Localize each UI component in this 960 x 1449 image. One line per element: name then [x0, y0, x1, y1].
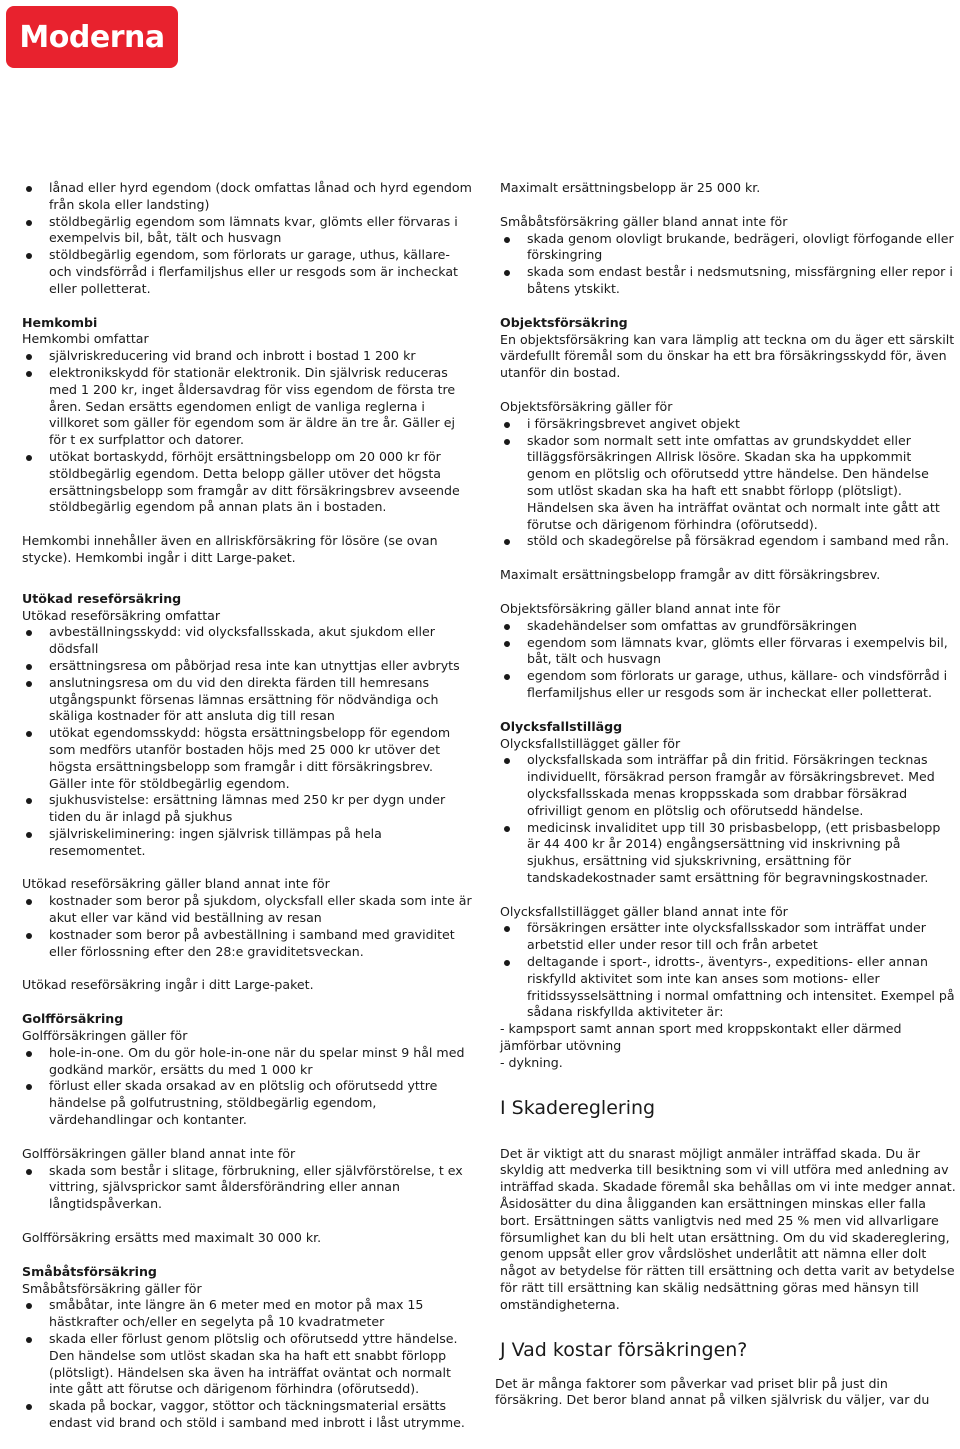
- olycksfall-bullet-list: [500, 752, 956, 886]
- rese-subheading: Utökad reseförsäkring omfattar: [22, 607, 221, 623]
- objekt-intro: En objektsförsäkring kan vara lämplig att teckna om du äger ett särskilt värdefullt föremål som du önskar ha ett bra försäkringsskydd för, även utanför din bostad.: [500, 331, 955, 381]
- list-item: anslutningsresa om du vid den direkta färden till hemresans utgångspunkt försenas lämnas ersättning för nödvändiga och skäliga kostnader för att ansluta dig till resan: [22, 675, 472, 725]
- boat-subheading: Småbåtsförsäkring gäller för: [22, 1280, 202, 1296]
- list-item: utökat egendomsskydd: högsta ersättningsbelopp för egendom som medförs utanför bostaden höjs med 25 000 kr utöver det högsta ersättningsbelopp som framgår i ditt försäkringsbrev. Gäller inte för stöldbegärlig egendom.: [22, 725, 472, 792]
- rese-note-text: Utökad reseförsäkring ingår i ditt Large-paket.: [22, 977, 314, 993]
- golf-section: [22, 1011, 472, 1129]
- intro-exclusions: [22, 180, 472, 298]
- intro-bullet-list: [22, 180, 472, 298]
- objekt-exclusions: [500, 601, 956, 702]
- objekt-max-text: Maximalt ersättningsbelopp framgår av ditt försäkringsbrev.: [500, 567, 881, 583]
- kostar-title: J Vad kostar försäkringen?: [500, 1338, 748, 1361]
- list-item: hole-in-one. Om du gör hole-in-one när du spelar minst 9 hål med godkänd markör, ersätts du med 1 000 kr: [22, 1045, 472, 1079]
- skadereglering-title: I Skadereglering: [500, 1096, 656, 1119]
- hemkombi-note: [22, 533, 472, 567]
- list-item: egendom som lämnats kvar, glömts eller förvaras i exempelvis bil, båt, tält och husvagn: [500, 635, 956, 669]
- list-item: självriskreducering vid brand och inbrott i bostad 1 200 kr: [22, 348, 472, 365]
- list-item: deltagande i sport-, idrotts-, äventyrs-, expeditions- eller annan riskfylld aktivitet som inte kan anses som motions- eller fritidssysselsättning i normal omfattning och intensitet. Exempel på sådana riskfyllda aktiviteter är:: [500, 954, 956, 1021]
- objekt-heading: Objektsförsäkring: [500, 314, 628, 330]
- list-item: stöldbegärlig egendom som lämnats kvar, glömts eller förvaras i exempelvis bil, båt, tält och husvagn: [22, 214, 472, 248]
- golf-heading: Golfförsäkring: [22, 1011, 124, 1027]
- objekt-bullet-list: [500, 416, 956, 550]
- olycksfall-extra-2: - dykning.: [500, 1054, 563, 1070]
- skadereglering-text: Det är viktigt att du snarast möjligt anmäler inträffad skada. Du är skyldig att medverka till besiktning som vi vill utföra med anledning av inträffad skada. Skadade föremål ska behållas om vi inte medger annat. Åsidosätter du dina åligganden kan ersättningen minskas eller falla bort. Ersättningen sätts vanligtvis ned med 25 % men vid allvarligare försumlighet kan du bli helt utan ersättning. Om du vid skadereglering, genom uppsåt eller grov vårdslöshet underlåtit att nämna eller dolt något av betydelse för rätten till ersättning och detta varit av betydelse för rätt till ersättning kan skälig nedsättning göras med hänsyn till omständigheterna.: [500, 1145, 956, 1312]
- rese-exclusions-title: Utökad reseförsäkring gäller bland annat inte för: [22, 876, 330, 892]
- golf-subheading: Golfförsäkringen gäller för: [22, 1028, 188, 1044]
- golf-exclusions: [22, 1146, 472, 1213]
- list-item: medicinsk invaliditet upp till 30 prisbasbelopp, (ett prisbasbelopp är 44 400 kr år 2014) engångsersättning vid inskrivning på sjukhus, ersättning vid sjukskrivning, ersättning för tandskadekostnader samt ersättning för begravningskostnader.: [500, 820, 956, 887]
- rese-heading: Utökad reseförsäkring: [22, 590, 182, 606]
- hemkombi-note-text: Hemkombi innehåller även en allriskförsäkring för lösöre (se ovan stycke). Hemkombi ingår i ditt Large-paket.: [22, 533, 438, 565]
- golf-note-text: Golfförsäkring ersätts med maximalt 30 000 kr.: [22, 1230, 322, 1246]
- list-item: förlust eller skada orsakad av en plötslig och oförutsedd yttre händelse på golfutrustning, stöldbegärlig egendom, värdehandlingar och kontanter.: [22, 1078, 472, 1128]
- boat-section: [22, 1264, 472, 1432]
- list-item: sjukhusvistelse: ersättning lämnas med 250 kr per dygn under tiden du är inlagd på sjukhus: [22, 792, 472, 826]
- list-item: stöld och skadegörelse på försäkrad egendom i samband med rån.: [500, 533, 956, 550]
- list-item: skador som normalt sett inte omfattas av grundskyddet eller tilläggsförsäkringen Allrisk lösöre. Skadan ska ha uppkommit genom en plötslig och oförutsedd yttre händelse. Den händelse som utlöst skadan ska ha haft ett snabbt förlopp (plötsligt). Händelsen ska även ha inträffat oväntat och normalt inte gått att förutse och därigenom förhindra (oförutsedd).: [500, 433, 956, 534]
- objekt-exclusions-title: Objektsförsäkring gäller bland annat inte för: [500, 600, 781, 616]
- olycksfall-exclusions-title: Olycksfallstillägget gäller bland annat inte för: [500, 903, 788, 919]
- hemkombi-bullet-list: [22, 348, 472, 516]
- list-item: skada på bockar, vaggor, stöttor och täckningsmaterial ersätts endast vid brand och stöld i samband med inbrott i låst utrymme.: [22, 1398, 472, 1432]
- olycksfall-heading: Olycksfallstillägg: [500, 718, 623, 734]
- list-item: olycksfallskada som inträffar på din fritid. Försäkringen tecknas individuellt, försäkrad person framgår av försäkringsbrevet. Med olycksfallsskada menas kroppsskada som drabbar försäkrad ofrivilligt genom en plötslig och oförutsedd händelse.: [500, 752, 956, 819]
- olycksfall-section: [500, 719, 956, 887]
- list-item: lånad eller hyrd egendom (dock omfattas lånad och hyrd egendom från skola eller landsting): [22, 180, 472, 214]
- boat-exclusions: [500, 214, 956, 298]
- list-item: ersättningsresa om påbörjad resa inte kan utnyttjas eller avbryts: [22, 658, 472, 675]
- rese-exclusion-list: [22, 893, 472, 960]
- objekt-section: [500, 399, 956, 550]
- list-item: skada genom olovligt brukande, bedrägeri, olovligt förfogande eller förskingring: [500, 231, 956, 265]
- list-item: försäkringen ersätter inte olycksfallsskador som inträffat under arbetstid eller under resor till och från arbetet: [500, 920, 956, 954]
- olycksfall-exclusions: [500, 904, 956, 1072]
- hemkombi-subheading: Hemkombi omfattar: [22, 331, 149, 347]
- list-item: kostnader som beror på avbeställning i samband med graviditet eller förlossning efter den 28:e graviditetsveckan.: [22, 927, 472, 961]
- hemkombi-heading: Hemkombi: [22, 314, 98, 330]
- boat-exclusion-list: [500, 231, 956, 298]
- boat-heading: Småbåtsförsäkring: [22, 1263, 157, 1279]
- skadereglering-section: [500, 1096, 956, 1314]
- list-item: självriskeliminering: ingen självrisk tillämpas på hela resemomentet.: [22, 826, 472, 860]
- objekt-exclusion-list: [500, 618, 956, 702]
- rese-exclusions: [22, 876, 472, 960]
- list-item: avbeställningsskydd: vid olycksfallsskada, akut sjukdom eller dödsfall: [22, 624, 472, 658]
- list-item: egendom som förlorats ur garage, uthus, källare- och vindsförråd i flerfamiljshus eller ur resgods som är incheckat eller polletterat.: [500, 668, 956, 702]
- rese-note: [22, 977, 472, 994]
- left-column: [22, 180, 472, 1449]
- list-item: stöldbegärlig egendom, som förlorats ur garage, uthus, källare- och vindsförråd i flerfamiljshus eller ur resgods som är incheckat eller polletterat.: [22, 247, 472, 297]
- olycksfall-extra-1: - kampsport samt annan sport med kroppskontakt eller därmed jämförbar utövning: [500, 1021, 902, 1054]
- objekt-max: [500, 567, 956, 584]
- right-column: [495, 180, 956, 1426]
- golf-bullet-list: [22, 1045, 472, 1129]
- list-item: småbåtar, inte längre än 6 meter med en motor på max 15 hästkrafter och/eller en segelyta på 10 kvadratmeter: [22, 1297, 472, 1331]
- kostar-text: Det är många faktorer som påverkar vad priset blir på just din försäkring. Det beror bland annat på vilken självrisk du väljer, var du: [495, 1375, 930, 1408]
- list-item: utökat bortaskydd, förhöjt ersättningsbelopp om 20 000 kr för stöldbegärlig egendom. Detta belopp gäller utöver det högsta ersättningsbelopp som framgår av ditt försäkringsbrev avseende stöldbegärlig egendom på annan plats än i bostaden.: [22, 449, 472, 516]
- list-item: i försäkringsbrevet angivet objekt: [500, 416, 956, 433]
- boat-exclusions-title: Småbåtsförsäkring gäller bland annat inte för: [500, 213, 788, 229]
- moderna-logo: Moderna: [6, 6, 178, 68]
- list-item: elektronikskydd för stationär elektronik. Din självrisk reduceras med 1 200 kr, inget åldersavdrag för viss egendom de första tre åren. Sedan ersätts egendomen enligt de vanliga reglerna i villkoret som gäller för egendom som är äldre än tre år. Gäller ej för t ex surfplattor och datorer.: [22, 365, 472, 449]
- rese-section: [22, 591, 472, 860]
- golf-exclusion-list: [22, 1163, 472, 1213]
- olycksfall-exclusion-list: [500, 920, 956, 1021]
- objekt-subheading: Objektsförsäkring gäller för: [500, 398, 673, 414]
- rese-bullet-list: [22, 624, 472, 859]
- hemkombi-section: [22, 315, 472, 517]
- boat-max-text: Maximalt ersättningsbelopp är 25 000 kr.: [500, 180, 761, 195]
- boat-max: [500, 180, 956, 197]
- list-item: skada som består i slitage, förbrukning, eller självförstörelse, t ex vittring, självsprickor samt åldersförändring eller annan långtidspåverkan.: [22, 1163, 472, 1213]
- list-item: skadehändelser som omfattas av grundförsäkringen: [500, 618, 956, 635]
- boat-bullet-list: [22, 1297, 472, 1431]
- golf-exclusions-title: Golfförsäkringen gäller bland annat inte för: [22, 1145, 296, 1161]
- objekt-intro-section: [500, 315, 956, 382]
- list-item: skada eller förlust genom plötslig och oförutsedd yttre händelse. Den händelse som utlöst skadan ska ha haft ett snabbt förlopp (plötsligt). Händelsen ska även ha inträffat oväntat och normalt inte gått att förutse och därigenom förhindra (oförutsedd).: [22, 1331, 472, 1398]
- list-item: kostnader som beror på sjukdom, olycksfall eller skada som inte är akut eller var känd vid beställning av resan: [22, 893, 472, 927]
- list-item: skada som endast består i nedsmutsning, missfärgning eller repor i båtens ytskikt.: [500, 264, 956, 298]
- olycksfall-subheading: Olycksfallstillägget gäller för: [500, 735, 681, 751]
- kostar-section: [495, 1338, 956, 1410]
- golf-note: [22, 1230, 472, 1247]
